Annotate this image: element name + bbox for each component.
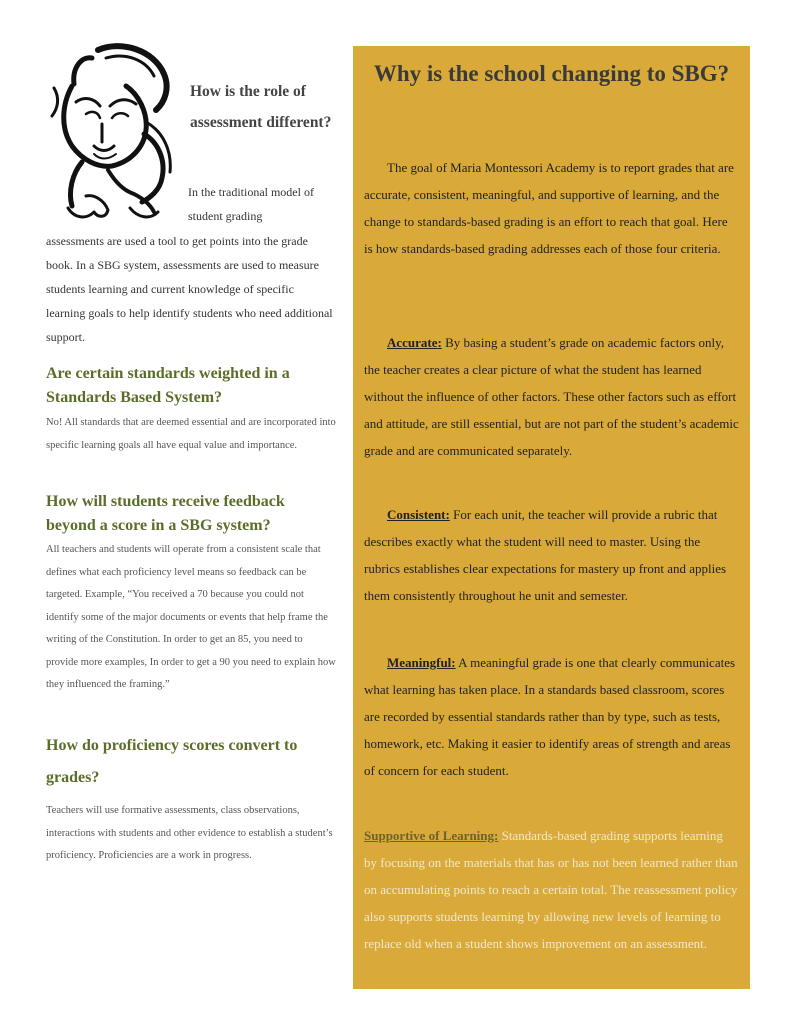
feedback-heading: How will students receive feedback beyond a score in a SBG system? xyxy=(46,493,285,534)
consistent-label: Consistent: xyxy=(387,507,450,522)
consistent-text: For each unit, the teacher will provide a rubric that describes exactly what the student will need to master. Using the rubrics establishes clear expectations for mastery up front and applies them consistently throughout he unit and semester. xyxy=(364,507,727,603)
convert-heading: How do proficiency scores convert to grades? xyxy=(46,737,298,786)
meaningful-text: A meaningful grade is one that clearly communicates what learning has taken place. In a standards based classroom, scores are recorded by essential standards rather than by type, such as tests, homework, etc. Making it easier to identify areas of strength and areas of concern for each student. xyxy=(364,655,736,778)
assessment-heading: How is the role of assessment different? xyxy=(190,83,332,131)
supportive-label: Supportive of Learning: xyxy=(364,828,499,843)
panel-title: Why is the school changing to SBG? xyxy=(373,61,730,86)
weighted-heading: Are certain standards weighted in a Standards Based System? xyxy=(46,365,290,406)
weighted-body: No! All standards that are deemed essential and are incorporated into specific learning goals all have equal value and importance. xyxy=(46,417,336,451)
accurate-text: By basing a student’s grade on academic factors only, the teacher creates a clear picture of what the student has learned without the influence of other factors. These other factors such as effort and attitude, are still essential, but are not part of the student’s academic grade and are communicated separately. xyxy=(364,335,739,458)
accurate-paragraph xyxy=(364,329,739,464)
assessment-body-text: assessments are used a tool to get points into the grade book. In a SBG system, assessments are used to measure students learning and current knowledge of specific learning goals to help identify students who need additional support. xyxy=(46,234,333,344)
convert-body: Teachers will use formative assessments, class observations, interactions with students and other evidence to establish a student’s proficiency. Proficiencies are a work in progress. xyxy=(46,805,333,861)
why-sbg-panel xyxy=(353,46,750,989)
meaningful-paragraph xyxy=(364,649,739,784)
supportive-paragraph xyxy=(364,822,739,957)
feedback-body: All teachers and students will operate from a consistent scale that defines what each proficiency level means so feedback can be targeted. Example, “You received a 70 because you could not identify some of the major documents or events that help frame the writing of the Constitution. In order to get an 85, you need to provide more examples, In order to get a 90 you need to explain how they influenced the framing.” xyxy=(46,544,336,690)
meaningful-label: Meaningful: xyxy=(387,655,456,670)
accurate-label: Accurate: xyxy=(387,335,442,350)
panther-icon xyxy=(46,42,176,222)
supportive-text: Standards-based grading supports learning by focusing on the materials that has or has not been learned rather than on accumulating points to reach a certain total. The reassessment policy also supports students learning by allowing new levels of learning to replace old when a student shows improvement on an assessment. xyxy=(364,828,738,951)
assessment-intro-text: In the traditional model of student grading xyxy=(188,185,314,223)
panel-intro: The goal of Maria Montessori Academy is to report grades that are accurate, consistent, meaningful, and supportive of learning, and the change to standards-based grading is an effort to reach that goal. Here is how standards-based grading addresses each of those four criteria. xyxy=(364,160,734,256)
consistent-paragraph xyxy=(364,501,739,609)
